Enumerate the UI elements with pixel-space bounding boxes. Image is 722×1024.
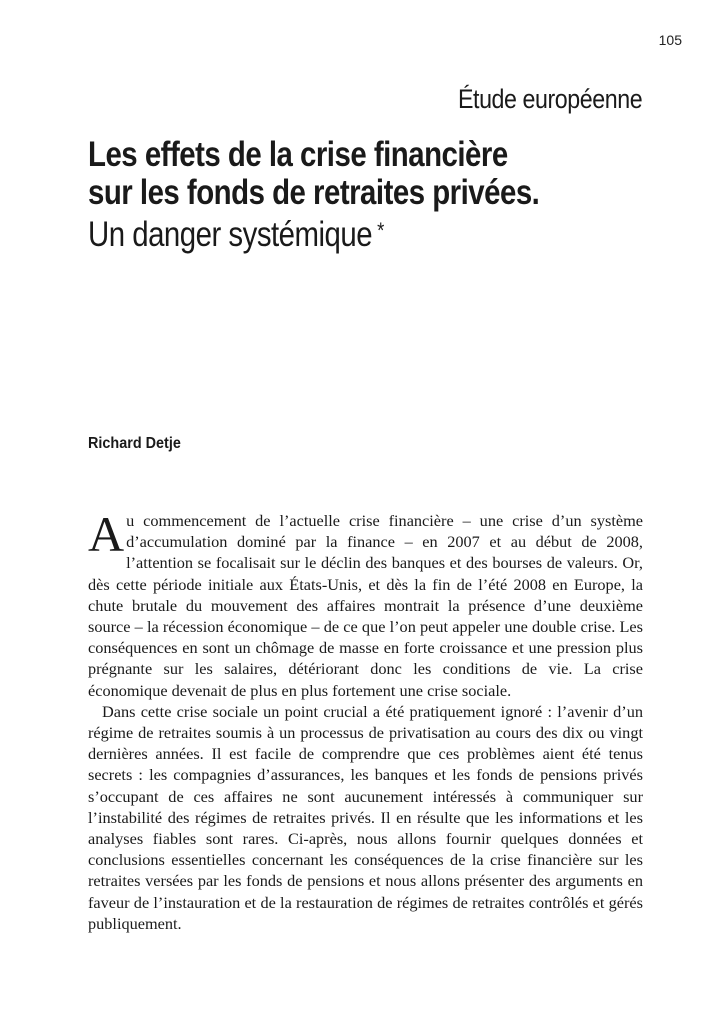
subtitle (88, 212, 592, 254)
article-body (88, 506, 643, 934)
title-line-2: sur les fonds de retraites privées. (88, 173, 540, 212)
paragraph-1-text: u commencement de l’actuelle crise financière – une crise d’un système d’accumulation dominé par la finance – en 2007 et au début de 2008, l’attention se focalisait sur le déclin des banques et des bourses de valeurs. Or, dès cette période initiale aux États-Unis, et dès la fin de l’été 2008 en Europe, la chute brutale du mouvement des affaires montrait la présence d’une deuxième source – la récession économique – de ce que l’on peut appeler une double crise. Les conséquences en sont un chômage de masse en forte croissance et une pression plus prégnante sur les salaires, détériorant donc les conditions de vie. La crise économique devenait de plus en plus fortement une crise sociale. (88, 511, 643, 700)
footnote-marker: * (377, 218, 384, 243)
subtitle-text: Un danger systémique (88, 215, 373, 254)
title-line-1: Les effets de la crise financière (88, 135, 508, 174)
drop-cap: A (88, 506, 125, 562)
section-label: Étude européenne (457, 84, 642, 114)
paragraph-2: Dans cette crise sociale un point crucial a été pratiquement ignoré : l’avenir d’un régime de retraites soumis à un processus de privatisation au cours des dix ou vingt dernières années. Il est facile de comprendre que ces problèmes aient été tenus secrets : les compagnies d’assurances, les banques et les fonds de pensions privés s’occupant de ces affaires ne sont aucunement intéressés à communiquer sur l’instabilité des régimes de retraites privés. Il en résulte que les informations et les analyses fiables sont rares. Ci-après, nous allons fournir quelques données et conclusions essentielles concernant les conséquences de la crise financière sur les retraites versées par les fonds de pensions et nous allons présenter des arguments en faveur de l’instauration et de la restauration de régimes de retraites contrôlés et gérés publiquement. (88, 701, 643, 933)
paragraph-1 (88, 506, 643, 701)
article-title (88, 136, 592, 254)
author-name: Richard Detje (88, 435, 181, 452)
page-number: 105 (658, 32, 682, 48)
